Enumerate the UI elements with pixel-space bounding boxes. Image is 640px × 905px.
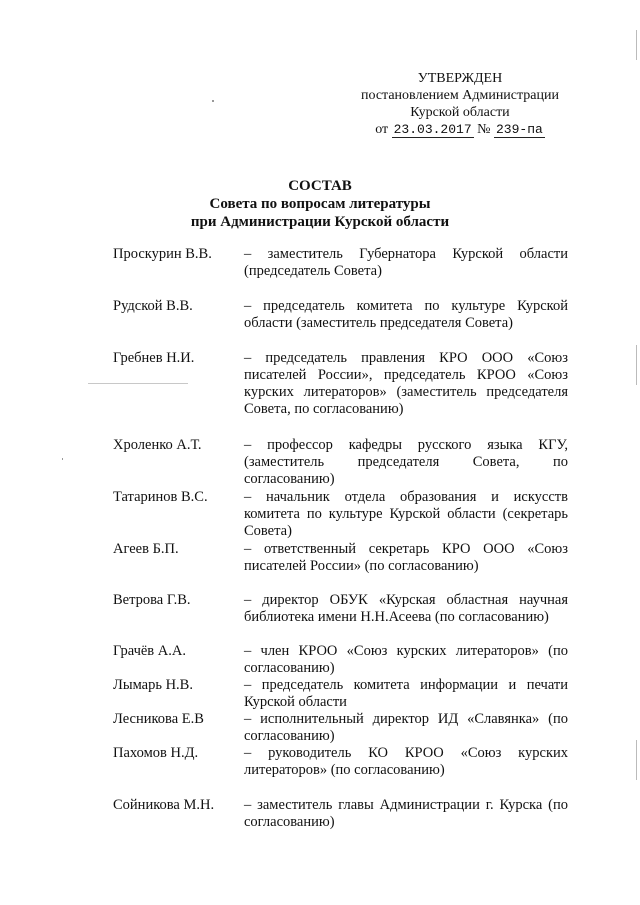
title-line-3: при Администрации Курской области: [190, 214, 450, 230]
document-title: [100, 177, 540, 231]
approval-date-line: [340, 121, 580, 138]
approval-line-1: постановлением Администрации: [361, 88, 559, 103]
approval-from-label: от: [375, 122, 389, 137]
title-line-1: СОСТАВ: [288, 178, 352, 194]
member-role: – исполнительный директор ИД «Славянка» (по согласованию): [244, 711, 568, 744]
scan-edge-mark: [636, 740, 637, 780]
member-role: – директор ОБУК «Курская областная научная библиотека имени Н.Н.Асеева (по согласованию): [244, 592, 568, 625]
member-role: – председатель комитета по культуре Курской области (заместитель председателя Совета): [244, 298, 568, 331]
member-role: – член КРОО «Союз курских литераторов» (по согласованию): [244, 643, 568, 676]
member-role: – ответственный секретарь КРО ООО «Союз писателей России» (по согласованию): [244, 541, 568, 574]
member-role: – председатель комитета информации и печати Курской области: [244, 677, 568, 710]
scan-artifact: [88, 383, 188, 384]
approval-line-2: Курской области: [410, 105, 510, 120]
scan-artifact: [212, 100, 214, 102]
member-name: Гребнев Н.И.: [113, 350, 195, 366]
approval-number: 239-па: [496, 122, 543, 137]
member-name: Лымарь Н.В.: [113, 677, 193, 693]
approval-heading: УТВЕРЖДЕН: [417, 71, 503, 86]
member-role: – заместитель главы Администрации г. Курска (по согласованию): [244, 797, 568, 830]
title-line-2: Совета по вопросам литературы: [209, 196, 431, 212]
member-name: Рудской В.В.: [113, 298, 193, 314]
member-role: – профессор кафедры русского языка КГУ, (заместитель председателя Совета, по согласованию): [244, 437, 568, 487]
scan-artifact: [62, 458, 63, 460]
member-role: – начальник отдела образования и искусств комитета по культуре Курской области (секретарь Совета): [244, 489, 568, 539]
member-name: Грачёв А.А.: [113, 643, 186, 659]
member-name: Лесникова Е.В: [113, 711, 204, 727]
member-name: Агеев Б.П.: [113, 541, 179, 557]
member-name: Сойникова М.Н.: [113, 797, 215, 813]
scan-edge-mark: [636, 30, 637, 60]
approval-stamp: [340, 70, 580, 138]
member-name: Татаринов В.С.: [113, 489, 208, 505]
member-name: Проскурин В.В.: [113, 246, 212, 262]
member-name: Хроленко А.Т.: [113, 437, 202, 453]
approval-date: 23.03.2017: [393, 122, 472, 137]
member-name: Ветрова Г.В.: [113, 592, 191, 608]
member-name: Пахомов Н.Д.: [113, 745, 199, 761]
approval-number-label: №: [477, 122, 491, 137]
member-role: – заместитель Губернатора Курской области (председатель Совета): [244, 246, 568, 279]
member-role: – председатель правления КРО ООО «Союз писателей России», председатель КРОО «Союз курских литераторов» (заместитель председателя Совета, по согласованию): [244, 350, 568, 417]
member-role: – руководитель КО КРОО «Союз курских литераторов» (по согласованию): [244, 745, 568, 778]
scan-edge-mark: [636, 345, 637, 385]
